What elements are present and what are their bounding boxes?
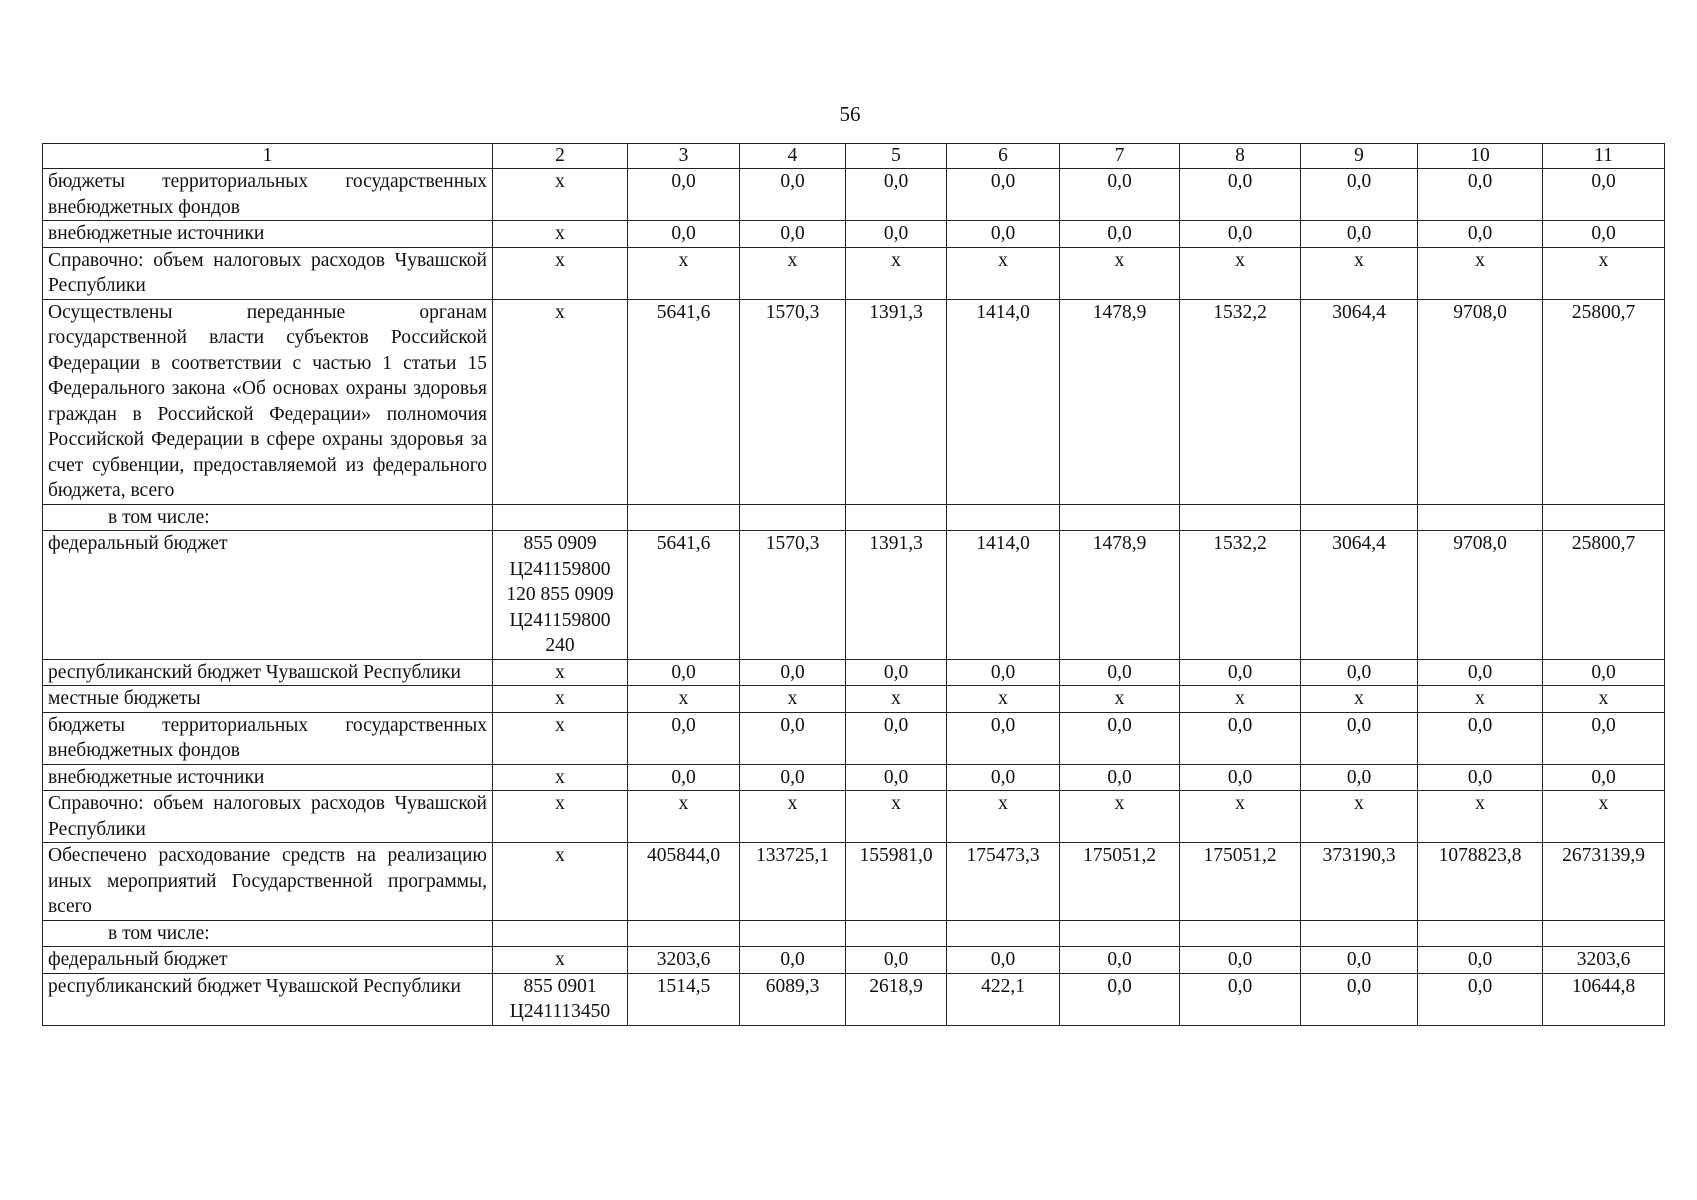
value-cell: 0,0 <box>1418 764 1543 791</box>
value-cell: х <box>1418 686 1543 713</box>
table-row <box>43 247 1665 299</box>
value-cell: 2618,9 <box>846 973 947 1025</box>
value-cell: 10644,8 <box>1543 973 1665 1025</box>
value-cell: 0,0 <box>1301 764 1418 791</box>
value-cell: 1478,9 <box>1060 299 1180 504</box>
value-cell: 0,0 <box>1543 764 1665 791</box>
value-cell: 0,0 <box>740 221 846 248</box>
value-cell: 0,0 <box>1180 169 1301 221</box>
value-cell: х <box>1180 791 1301 843</box>
value-cell <box>628 920 740 947</box>
value-cell: 0,0 <box>740 659 846 686</box>
table-row <box>43 973 1665 1025</box>
value-cell: 405844,0 <box>628 843 740 921</box>
value-cell: 0,0 <box>1180 973 1301 1025</box>
value-cell: х <box>740 247 846 299</box>
value-cell: 175051,2 <box>1060 843 1180 921</box>
value-cell <box>1060 920 1180 947</box>
value-cell: х <box>628 686 740 713</box>
value-cell <box>1180 920 1301 947</box>
value-cell: х <box>628 791 740 843</box>
value-cell: 0,0 <box>1060 221 1180 248</box>
value-cell: х <box>1543 247 1665 299</box>
budget-code-cell: х <box>493 791 628 843</box>
column-header: 5 <box>846 144 947 169</box>
value-cell <box>740 920 846 947</box>
value-cell: 0,0 <box>1418 169 1543 221</box>
column-header: 11 <box>1543 144 1665 169</box>
value-cell: 3064,4 <box>1301 531 1418 660</box>
value-cell: 1078823,8 <box>1418 843 1543 921</box>
value-cell: 0,0 <box>1418 659 1543 686</box>
column-header: 10 <box>1418 144 1543 169</box>
value-cell: 1532,2 <box>1180 299 1301 504</box>
value-cell: 0,0 <box>846 659 947 686</box>
value-cell: 0,0 <box>1301 659 1418 686</box>
value-cell <box>1543 920 1665 947</box>
value-cell: 0,0 <box>740 169 846 221</box>
value-cell: 0,0 <box>628 659 740 686</box>
value-cell: 1570,3 <box>740 299 846 504</box>
value-cell: 373190,3 <box>1301 843 1418 921</box>
value-cell: 0,0 <box>740 764 846 791</box>
value-cell <box>846 920 947 947</box>
column-header: 7 <box>1060 144 1180 169</box>
row-label: бюджеты территориальных государственных внебюджетных фондов <box>43 712 493 764</box>
value-cell: х <box>1060 686 1180 713</box>
value-cell: х <box>947 247 1060 299</box>
value-cell: 3203,6 <box>628 947 740 974</box>
budget-code-cell <box>493 920 628 947</box>
value-cell: 0,0 <box>846 712 947 764</box>
value-cell: 0,0 <box>1180 947 1301 974</box>
value-cell: 0,0 <box>947 712 1060 764</box>
value-cell: 0,0 <box>1180 221 1301 248</box>
value-cell: 0,0 <box>1060 169 1180 221</box>
value-cell: 0,0 <box>1301 973 1418 1025</box>
budget-code-cell: х <box>493 947 628 974</box>
table-row <box>43 686 1665 713</box>
value-cell: х <box>628 247 740 299</box>
value-cell: 0,0 <box>1543 221 1665 248</box>
value-cell: х <box>947 791 1060 843</box>
budget-code-cell: х <box>493 221 628 248</box>
table-row <box>43 920 1665 947</box>
value-cell: 0,0 <box>1418 973 1543 1025</box>
row-label: Справочно: объем налоговых расходов Чувашской Республики <box>43 791 493 843</box>
value-cell: х <box>740 686 846 713</box>
page-number: 56 <box>839 102 861 126</box>
value-cell: 25800,7 <box>1543 299 1665 504</box>
value-cell: 175473,3 <box>947 843 1060 921</box>
value-cell <box>1543 504 1665 531</box>
value-cell: х <box>1301 247 1418 299</box>
budget-code-cell: х <box>493 843 628 921</box>
value-cell: 0,0 <box>1301 712 1418 764</box>
row-label: внебюджетные источники <box>43 764 493 791</box>
row-label: в том числе: <box>43 504 493 531</box>
budget-code-cell: х <box>493 764 628 791</box>
value-cell: 9708,0 <box>1418 299 1543 504</box>
budget-code-cell <box>493 504 628 531</box>
row-label: местные бюджеты <box>43 686 493 713</box>
value-cell: 0,0 <box>1543 712 1665 764</box>
value-cell <box>1060 504 1180 531</box>
value-cell <box>1301 920 1418 947</box>
value-cell: 1570,3 <box>740 531 846 660</box>
column-header: 1 <box>43 144 493 169</box>
value-cell: 0,0 <box>1301 947 1418 974</box>
table-row <box>43 712 1665 764</box>
column-header: 6 <box>947 144 1060 169</box>
value-cell: 0,0 <box>1543 169 1665 221</box>
value-cell <box>1180 504 1301 531</box>
value-cell: х <box>1180 247 1301 299</box>
value-cell: 25800,7 <box>1543 531 1665 660</box>
value-cell: 0,0 <box>628 764 740 791</box>
table-row <box>43 221 1665 248</box>
value-cell: 1478,9 <box>1060 531 1180 660</box>
value-cell: 1391,3 <box>846 531 947 660</box>
row-label: федеральный бюджет <box>43 531 493 660</box>
value-cell <box>1418 504 1543 531</box>
column-header: 2 <box>493 144 628 169</box>
column-header: 8 <box>1180 144 1301 169</box>
value-cell: х <box>740 791 846 843</box>
table-row <box>43 947 1665 974</box>
value-cell: х <box>1418 247 1543 299</box>
value-cell: х <box>846 791 947 843</box>
value-cell: 155981,0 <box>846 843 947 921</box>
column-header: 9 <box>1301 144 1418 169</box>
value-cell: 0,0 <box>628 712 740 764</box>
value-cell <box>947 504 1060 531</box>
column-header: 4 <box>740 144 846 169</box>
value-cell <box>846 504 947 531</box>
value-cell: 0,0 <box>947 764 1060 791</box>
value-cell: 1391,3 <box>846 299 947 504</box>
budget-code-cell: х <box>493 712 628 764</box>
value-cell: 9708,0 <box>1418 531 1543 660</box>
table-row <box>43 764 1665 791</box>
budget-code-cell: х <box>493 247 628 299</box>
value-cell: 3203,6 <box>1543 947 1665 974</box>
row-label: Осуществлены переданные органам государственной власти субъектов Российской Федерации в соответствии с частью 1 статьи 15 Федерального закона «Об основах охраны здоровья граждан в Российской Федерации» полномочия Российской Федерации в сфере охраны здоровья за счет субвенции, предоставляемой из федерального бюджета, всего <box>43 299 493 504</box>
value-cell: 175051,2 <box>1180 843 1301 921</box>
value-cell: 0,0 <box>1418 221 1543 248</box>
table-row <box>43 169 1665 221</box>
value-cell: 0,0 <box>947 169 1060 221</box>
column-header: 3 <box>628 144 740 169</box>
value-cell: х <box>1543 791 1665 843</box>
row-label: республиканский бюджет Чувашской Республики <box>43 973 493 1025</box>
value-cell: 0,0 <box>1060 712 1180 764</box>
value-cell: 0,0 <box>947 659 1060 686</box>
table-row <box>43 659 1665 686</box>
value-cell: 0,0 <box>1543 659 1665 686</box>
value-cell: 0,0 <box>1060 947 1180 974</box>
value-cell: х <box>846 686 947 713</box>
value-cell: 0,0 <box>846 221 947 248</box>
value-cell: х <box>947 686 1060 713</box>
row-label: федеральный бюджет <box>43 947 493 974</box>
value-cell: 0,0 <box>628 221 740 248</box>
value-cell: 1414,0 <box>947 299 1060 504</box>
row-label: Справочно: объем налоговых расходов Чувашской Республики <box>43 247 493 299</box>
column-number-row <box>43 144 1665 169</box>
budget-code-cell: 855 0901 Ц241113450 <box>493 973 628 1025</box>
value-cell: х <box>1301 791 1418 843</box>
value-cell: 3064,4 <box>1301 299 1418 504</box>
value-cell: 0,0 <box>1180 659 1301 686</box>
value-cell: 0,0 <box>1418 712 1543 764</box>
value-cell: 0,0 <box>846 947 947 974</box>
row-label: Обеспечено расходование средств на реализацию иных мероприятий Государственной программы, всего <box>43 843 493 921</box>
value-cell: 0,0 <box>846 169 947 221</box>
value-cell <box>740 504 846 531</box>
value-cell: 133725,1 <box>740 843 846 921</box>
budget-code-cell: х <box>493 659 628 686</box>
value-cell: х <box>1060 247 1180 299</box>
value-cell: 0,0 <box>947 221 1060 248</box>
value-cell: х <box>1543 686 1665 713</box>
value-cell: 1514,5 <box>628 973 740 1025</box>
value-cell: 0,0 <box>1180 712 1301 764</box>
value-cell: 0,0 <box>1301 169 1418 221</box>
value-cell <box>947 920 1060 947</box>
value-cell: х <box>1301 686 1418 713</box>
row-label: в том числе: <box>43 920 493 947</box>
value-cell: х <box>1060 791 1180 843</box>
value-cell <box>1301 504 1418 531</box>
value-cell: 5641,6 <box>628 531 740 660</box>
value-cell: х <box>1418 791 1543 843</box>
value-cell <box>1418 920 1543 947</box>
value-cell: 1414,0 <box>947 531 1060 660</box>
budget-table <box>42 143 1665 1026</box>
table-row <box>43 791 1665 843</box>
value-cell: 0,0 <box>628 169 740 221</box>
value-cell: 0,0 <box>740 947 846 974</box>
value-cell: 0,0 <box>1301 221 1418 248</box>
value-cell <box>628 504 740 531</box>
value-cell: 0,0 <box>846 764 947 791</box>
budget-code-cell: х <box>493 169 628 221</box>
table-row <box>43 504 1665 531</box>
value-cell: 0,0 <box>1180 764 1301 791</box>
value-cell: 5641,6 <box>628 299 740 504</box>
table-body <box>43 144 1665 1026</box>
value-cell: х <box>846 247 947 299</box>
value-cell: 0,0 <box>740 712 846 764</box>
value-cell: 0,0 <box>1060 973 1180 1025</box>
value-cell: 0,0 <box>1418 947 1543 974</box>
value-cell: 0,0 <box>1060 659 1180 686</box>
row-label: республиканский бюджет Чувашской Республики <box>43 659 493 686</box>
row-label: бюджеты территориальных государственных внебюджетных фондов <box>43 169 493 221</box>
row-label: внебюджетные источники <box>43 221 493 248</box>
table-row <box>43 299 1665 504</box>
value-cell: 1532,2 <box>1180 531 1301 660</box>
budget-code-cell: 855 0909 Ц241159800 120 855 0909 Ц241159800 240 <box>493 531 628 660</box>
value-cell: 0,0 <box>947 947 1060 974</box>
budget-code-cell: х <box>493 299 628 504</box>
value-cell: 6089,3 <box>740 973 846 1025</box>
value-cell: 422,1 <box>947 973 1060 1025</box>
value-cell: х <box>1180 686 1301 713</box>
value-cell: 2673139,9 <box>1543 843 1665 921</box>
table-row <box>43 531 1665 660</box>
table-row <box>43 843 1665 921</box>
budget-code-cell: х <box>493 686 628 713</box>
value-cell: 0,0 <box>1060 764 1180 791</box>
